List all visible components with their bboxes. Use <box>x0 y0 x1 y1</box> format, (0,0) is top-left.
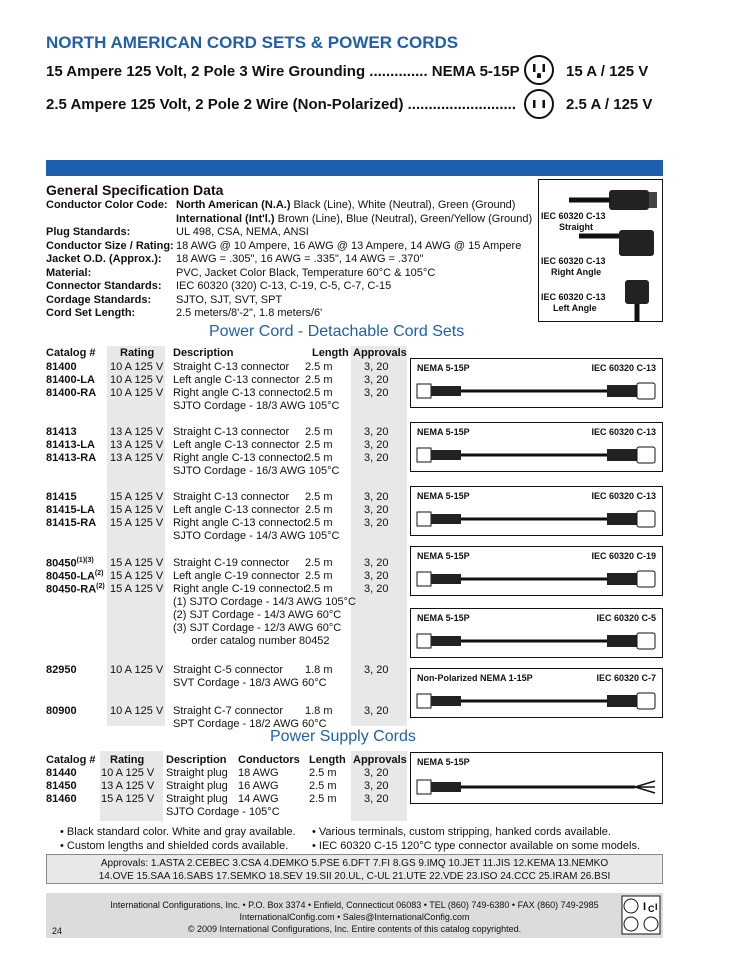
header-cell: Conductors <box>238 754 300 766</box>
cord-drawing-icon <box>415 567 660 591</box>
spec-value: UL 498, CSA, NEMA, ANSI <box>176 226 309 238</box>
footnote-marker: (2) <box>96 583 105 590</box>
cord-drawing-icon <box>415 443 660 467</box>
header-line-2: 2.5 Ampere 125 Volt, 2 Pole 2 Wire (Non-Polarized) .......................... <box>46 96 516 113</box>
note-text: SJTO Cordage - 18/3 AWG 105°C <box>173 400 340 412</box>
svg-text:I: I <box>643 901 647 913</box>
footer <box>46 893 663 938</box>
table-cell: 81400-RA <box>46 387 97 399</box>
diagram-right-label: IEC 60320 C-13 <box>591 491 656 501</box>
table-cell: 3, 20 <box>364 570 389 582</box>
footnote-marker: (1)(3) <box>76 557 94 564</box>
bullet-2: • Various terminals, custom stripping, hanked cords available. <box>312 826 611 838</box>
table-cell: 13 A 125 V <box>110 452 164 464</box>
spec-key: Jacket O.D. (Approx.): <box>46 253 162 265</box>
header-line-1: 15 Ampere 125 Volt, 2 Pole 3 Wire Grounding .............. NEMA 5-15P <box>46 63 520 80</box>
table-cell: 15 A 125 V <box>110 570 164 582</box>
table-cell: 2.5 m <box>305 361 333 373</box>
cord-diagram <box>410 358 663 408</box>
table-cell: 10 A 125 V <box>101 767 155 779</box>
table-cell: 1.8 m <box>305 705 333 717</box>
table-cell: 3, 20 <box>364 705 389 717</box>
table-cell: 81413-RA <box>46 452 97 464</box>
supply-section-title: Power Supply Cords <box>270 728 416 745</box>
table-cell: 2.5 m <box>305 517 333 529</box>
spec-row <box>46 213 532 227</box>
image-label-1a: IEC 60320 C-13 <box>541 211 606 221</box>
table-cell: 15 A 125 V <box>110 491 164 503</box>
spec-key: Plug Standards: <box>46 226 131 238</box>
table-cell: Straight C-13 connector <box>173 361 290 373</box>
bullet-1: • Black standard color. White and gray available. <box>60 826 296 838</box>
header-cell: Catalog # <box>46 754 96 766</box>
table-cell: 1.8 m <box>305 664 333 676</box>
note-text: (1) SJTO Cordage - 14/3 AWG 105°C <box>173 596 356 608</box>
header-rating-1: 15 A / 125 V <box>566 63 649 80</box>
table-cell: 13 A 125 V <box>101 780 155 792</box>
image-label-1b: Straight <box>559 222 594 232</box>
table-cell: 81413 <box>46 426 77 438</box>
table-cell: 81415-RA <box>46 517 97 529</box>
table-cell: 3, 20 <box>364 557 389 569</box>
bullet-3: • Custom lengths and shielded cords available. <box>60 840 289 852</box>
table-cell: Straight C-7 connector <box>173 705 284 717</box>
ici-logo-icon <box>621 895 661 935</box>
plug-open-end-icon <box>415 775 660 799</box>
table-cell: 15 A 125 V <box>101 793 155 805</box>
diagram-right-label: IEC 60320 C-13 <box>591 363 656 373</box>
diagram-right-label: IEC 60320 C-19 <box>591 551 656 561</box>
cord-drawing-icon <box>415 629 660 653</box>
spec-key: Cord Set Length: <box>46 307 136 319</box>
footer-line-3: © 2009 International Configurations, Inc. Entire contents of this catalog copyrighted. <box>187 924 522 934</box>
table-cell: 10 A 125 V <box>110 387 164 399</box>
spec-value: North American (N.A.) Black (Line), White (Neutral), Green (Ground) <box>176 199 516 211</box>
spec-key: Conductor Color Code: <box>46 199 168 211</box>
spec-row <box>46 253 532 267</box>
spec-value: IEC 60320 (320) C-13, C-19, C-5, C-7, C-15 <box>176 280 392 292</box>
table-cell: Right angle C-13 connector <box>173 452 307 464</box>
cord-drawing-icon <box>415 507 660 531</box>
spec-row <box>46 199 532 213</box>
table-cell: 16 AWG <box>238 780 279 792</box>
table-cell: Right angle C-13 connector <box>173 517 307 529</box>
image-label-2a: IEC 60320 C-13 <box>541 256 606 266</box>
table-cell: 3, 20 <box>364 374 389 386</box>
note-text: SJTO Cordage - 14/3 AWG 105°C <box>173 530 340 542</box>
table-cell: Left angle C-13 connector <box>173 504 300 516</box>
table-cell: 81400-LA <box>46 374 95 386</box>
table-cell: 81440 <box>46 767 77 779</box>
table-cell: 3, 20 <box>364 767 389 779</box>
table-cell: 2.5 m <box>305 374 333 386</box>
table-cell: 2.5 m <box>305 439 333 451</box>
table-cell: 10 A 125 V <box>110 705 164 717</box>
footer-line-2: InternationalConfig.com • Sales@InternationalConfig.com <box>239 912 470 922</box>
spec-row <box>46 307 532 321</box>
table-cell: 81400 <box>46 361 77 373</box>
table-cell: 3, 20 <box>364 387 389 399</box>
cord-diagram <box>410 668 663 718</box>
table-cell: 81460 <box>46 793 77 805</box>
cord-drawing-icon <box>415 689 660 713</box>
spec-key: Cordage Standards: <box>46 293 152 306</box>
page-number: 24 <box>52 926 63 936</box>
table-cell: Straight plug <box>166 793 228 805</box>
header-cell: Description <box>173 347 234 359</box>
note-text: SPT Cordage - 18/2 AWG 60°C <box>173 718 327 730</box>
cord-diagram <box>410 422 663 472</box>
table-cell: Straight plug <box>166 767 228 779</box>
table-cell: Left angle C-13 connector <box>173 439 300 451</box>
note-text: (2) SJT Cordage - 14/3 AWG 60°C <box>173 609 342 621</box>
spec-row <box>46 280 532 294</box>
approvals-line-1: Approvals: 1.ASTA 2.CEBEC 3.CSA 4.DEMKO 5.PSE 6.DFT 7.FI 8.GS 9.IMQ 10.JET 11.JIS 12.KEMA 13.NEMKO <box>100 858 609 869</box>
table-cell: 2.5 m <box>305 583 333 595</box>
table-cell: 3, 20 <box>364 361 389 373</box>
cord-diagram <box>410 546 663 596</box>
spec-value: International (Int'l.) Brown (Line), Blue (Neutral), Green/Yellow (Ground) <box>176 212 533 225</box>
c13-straight-icon <box>569 182 659 212</box>
spec-value: SJTO, SJT, SVT, SPT <box>176 293 283 306</box>
table-cell: 15 A 125 V <box>110 517 164 529</box>
table-cell: 2.5 m <box>305 557 333 569</box>
header-cell: Length <box>309 754 346 766</box>
diagram-left-label: NEMA 5-15P <box>417 427 470 437</box>
table-cell: 3, 20 <box>364 452 389 464</box>
diagram-right-label: IEC 60320 C-5 <box>596 613 656 623</box>
approvals-line-2: 14.OVE 15.SAA 16.SABS 17.SEMKO 18.SEV 19.SII 20.UL, C-UL 21.UTE 22.VDE 23.ISO 24.CCC 25.IRAM 26.BSI <box>98 871 611 882</box>
header-cell: Description <box>166 754 227 766</box>
table-cell: 14 AWG <box>238 793 279 805</box>
table-cell: 3, 20 <box>364 583 389 595</box>
approvals-box <box>46 854 663 884</box>
table-cell: 80900 <box>46 705 77 717</box>
spec-key: Connector Standards: <box>46 280 162 292</box>
note-text: (3) SJT Cordage - 12/3 AWG 60°C <box>173 622 342 634</box>
table-cell: 3, 20 <box>364 793 389 805</box>
header-cell: Approvals <box>353 754 407 766</box>
table-cell: 2.5 m <box>305 504 333 516</box>
table-cell: 10 A 125 V <box>110 361 164 373</box>
note-text: SVT Cordage - 18/3 AWG 60°C <box>173 677 327 689</box>
page-title: NORTH AMERICAN CORD SETS & POWER CORDS <box>46 33 459 52</box>
table-cell: 15 A 125 V <box>110 504 164 516</box>
table-cell: 3, 20 <box>364 439 389 451</box>
svg-text:C: C <box>648 904 655 914</box>
table-cell: 3, 20 <box>364 664 389 676</box>
table-cell: 2.5 m <box>305 570 333 582</box>
table-cell: $80450^{(1)(3)}$ <box>46 557 94 570</box>
note-text: SJTO Cordage - 16/3 AWG 105°C <box>173 465 340 477</box>
header-cell: Rating <box>110 754 145 766</box>
table-cell: 80450-RA$^{(2)}$ <box>46 583 105 596</box>
svg-text:I: I <box>655 902 658 912</box>
image-label-3a: IEC 60320 C-13 <box>541 292 606 302</box>
header-cell: Length <box>312 347 349 359</box>
spec-value: 18 AWG @ 10 Ampere, 16 AWG @ 13 Ampere, 14 AWG @ 15 Ampere <box>176 239 522 252</box>
header-cell: Approvals <box>353 347 407 359</box>
nema-5-15-outlet-icon <box>524 55 554 85</box>
header-cell: Catalog # <box>46 347 96 359</box>
table-cell: Straight C-13 connector <box>173 491 290 503</box>
table-cell: 2.5 m <box>309 793 337 805</box>
header-rating-2: 2.5 A / 125 V <box>566 96 653 113</box>
power-cord-section-title: Power Cord - Detachable Cord Sets <box>209 323 465 340</box>
diagram-left-label: Non-Polarized NEMA 1-15P <box>417 673 533 683</box>
note-text: order catalog number 80452 <box>173 635 330 647</box>
table-cell: 3, 20 <box>364 491 389 503</box>
footer-line-1: International Configurations, Inc. • P.O. Box 3374 • Enfield, Connecticut 06083 • TEL (860) 749-6380 • FAX (860) 749-2985 <box>110 900 599 910</box>
supply-diagram-label: NEMA 5-15P <box>417 757 470 767</box>
table-cell: 2.5 m <box>305 491 333 503</box>
cord-diagram <box>410 608 663 658</box>
table-cell: Left angle C-19 connector <box>173 570 300 582</box>
nema-1-15-outlet-icon <box>524 89 554 119</box>
footnote-marker: (2) <box>94 570 104 577</box>
spec-value: PVC, Jacket Color Black, Temperature 60°C & 105°C <box>176 266 436 279</box>
spec-title: General Specification Data <box>46 182 224 198</box>
spec-row <box>46 267 532 281</box>
spec-row <box>46 226 532 240</box>
table-cell: 81450 <box>46 780 77 792</box>
table-cell: Straight C-19 connector <box>173 557 290 569</box>
table-cell: 2.5 m <box>305 426 333 438</box>
table-cell: 3, 20 <box>364 517 389 529</box>
table-cell: Right angle C-13 connector <box>173 387 307 399</box>
table-cell: 15 A 125 V <box>110 583 164 595</box>
spec-key: Material: <box>46 266 92 279</box>
supply-diagram <box>410 752 663 804</box>
table-cell: 15 A 125 V <box>110 557 164 569</box>
table-cell: 82950 <box>46 664 77 676</box>
spec-row <box>46 294 532 308</box>
table-cell: 80450-LA$^{(2)}$ <box>46 570 104 583</box>
table-cell: 3, 20 <box>364 780 389 792</box>
image-label-2b: Right Angle <box>551 267 602 277</box>
table-cell: 10 A 125 V <box>110 374 164 386</box>
diagram-left-label: NEMA 5-15P <box>417 491 470 501</box>
table-cell: Straight plug <box>166 780 228 792</box>
spec-table <box>46 199 532 321</box>
table-cell: 2.5 m <box>305 387 333 399</box>
image-label-3b: Left Angle <box>553 303 597 313</box>
table-cell: 81415-LA <box>46 504 95 516</box>
bullet-4: • IEC 60320 C-15 120°C type connector available on some models. <box>312 840 641 852</box>
table-cell: Straight C-13 connector <box>173 426 290 438</box>
table-cell: 3, 20 <box>364 504 389 516</box>
spec-value: 2.5 meters/8'-2", 1.8 meters/6' <box>176 307 323 319</box>
note-text: SJTO Cordage - 105°C <box>166 806 280 818</box>
table-cell: 2.5 m <box>305 452 333 464</box>
table-cell: Straight C-5 connector <box>173 664 284 676</box>
cord-drawing-icon <box>415 379 660 403</box>
table-cell: 81415 <box>46 491 77 503</box>
spec-value-bold: International (Int'l.) <box>176 212 275 225</box>
connector-images-box <box>538 179 663 322</box>
header-cell: Rating <box>120 347 155 359</box>
table-cell: 2.5 m <box>309 780 337 792</box>
diagram-right-label: IEC 60320 C-13 <box>591 427 656 437</box>
table-cell: Right angle C-19 connector <box>173 583 307 595</box>
table-cell: 13 A 125 V <box>110 426 164 438</box>
spec-row <box>46 240 532 254</box>
spec-key: Conductor Size / Rating: <box>46 239 174 252</box>
spec-value-bold: North American (N.A.) <box>176 199 291 211</box>
section-divider-bar <box>46 160 663 176</box>
diagram-right-label: IEC 60320 C-7 <box>596 673 656 683</box>
spec-value: 18 AWG = .305", 16 AWG = .335", 14 AWG = .370" <box>176 253 424 265</box>
diagram-left-label: NEMA 5-15P <box>417 613 470 623</box>
table-cell: 13 A 125 V <box>110 439 164 451</box>
table-cell: 3, 20 <box>364 426 389 438</box>
cord-diagram <box>410 486 663 536</box>
table-cell: 2.5 m <box>309 767 337 779</box>
table-cell: 10 A 125 V <box>110 664 164 676</box>
table-cell: 81413-LA <box>46 439 95 451</box>
diagram-left-label: NEMA 5-15P <box>417 363 470 373</box>
c13-right-angle-icon <box>579 228 659 258</box>
table-cell: 18 AWG <box>238 767 279 779</box>
diagram-left-label: NEMA 5-15P <box>417 551 470 561</box>
table-cell: Left angle C-13 connector <box>173 374 300 386</box>
